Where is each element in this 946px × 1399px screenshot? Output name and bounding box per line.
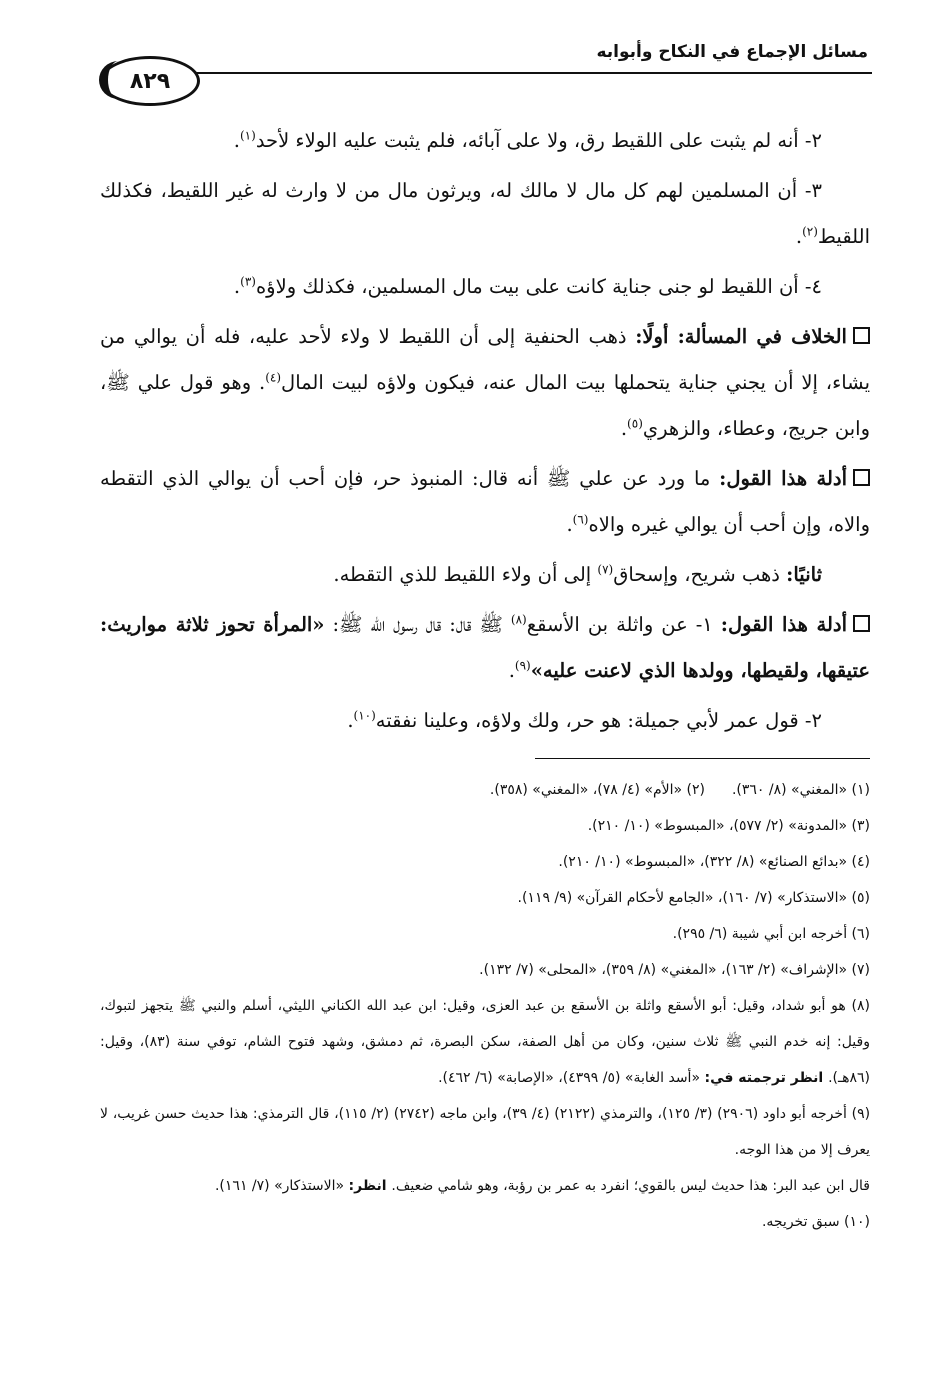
second-opinion [100,552,870,598]
footnote-5: (٥) «الاستذكار» (٧/ ١٦٠)، «الجامع لأحكام القرآن» (٩/ ١١٩). [517,890,870,906]
footnote-row-1-2 [100,772,870,808]
page-number-badge [100,56,200,106]
footnote-8-text: (٨) هو أبو شداد، وقيل: أبو الأسقع واثلة بن الأسقع بن عبد العزى، وقيل: ابن عبد الله الكناني الليثي، أسلم والنبي ﷺ يتجهز لتبوك، وقيل: إنه خدم النبي ﷺ ثلاث سنين، وكان من أهل الصفة، سكن البصرة، ثم دمشق، وشهد فتوح الشام، توفي سنة (٨٣)، وقيل: (٨٦هـ). [100,998,870,1086]
page-number: ٨٢٩ [129,68,171,94]
footnote-9-cont [100,1168,870,1204]
disagreement-heading: الخلاف في المسألة: أولًا: [635,325,847,348]
footnote-ref-10[interactable]: (١٠) [353,708,376,723]
square-bullet-icon [853,327,870,344]
evidence-text-1: ما ورد عن علي ﷺ أنه قال: المنبوذ حر، فإن أحب أن يوالي الذي التقطه والاه، وإن أحب أن يوالي غيره والاه [100,467,870,536]
paragraph-4-text: ٤- أن اللقيط لو جنى جناية كانت على بيت مال المسلمين، فكذلك ولاؤه [255,275,822,298]
main-text [100,118,870,748]
period: . [233,129,240,152]
footnote-separator [535,758,870,759]
footnote-9-cont-text: قال ابن عبد البر: هذا حديث ليس بالقوي؛ انفرد به عمر بن رؤبة، وهو شامي ضعيف. [391,1178,870,1194]
footnote-9-see: انظر: [348,1178,392,1194]
footnote-8-sources: «أسد الغابة» (٥/ ٤٣٩٩)، «الإصابة» (٦/ ٤٦٢). [438,1070,705,1086]
footnote-ref-9[interactable]: (٩) [514,658,531,673]
evidence-item-2 [100,698,870,744]
paragraph-4 [100,264,870,310]
square-bullet-icon [853,615,870,632]
evidence-text-2: ١- عن واثلة بن الأسقع [526,613,721,636]
second-opinion-text-cont: إلى أن ولاء اللقيط للذي التقطه. [333,563,598,586]
period: . [795,225,803,248]
paragraph-2 [100,118,870,164]
footnote-ref-3[interactable]: (٣) [240,274,256,289]
evidence-section-2 [100,602,870,694]
footnote-9-sources: «الاستذكار» (٧/ ١٦١). [214,1178,349,1194]
period: . [233,275,241,298]
header-rule [180,72,872,74]
footnote-7: (٧) «الإشراف» (٢/ ١٦٣)، «المغني» (٨/ ٣٥٩)، «المحلى» (٧/ ١٣٢). [479,962,870,978]
footnote-9: (٩) أخرجه أبو داود (٢٩٠٦) (٣/ ١٢٥)، والترمذي (٢١٢٢) (٤/ ٣٩)، وابن ماجه (٢٧٤٢) (٢/ ١١٥)، قال الترمذي: هذا حديث حسن غريب، لا يعرف إلا من هذا الوجه. [100,1106,871,1158]
paragraph-3-text: ٣- أن المسلمين لهم كل مال لا مالك له، ويرثون مال من لا وارث له غير اللقيط، فكذلك اللقيط [100,179,870,248]
footnote-ref-4[interactable]: (٤) [265,370,282,385]
disagreement-text: ذهب الحنفية إلى أن اللقيط لا ولاء لأحد عليه، فله أن يوالي من يشاء، إلا أن يجني جناية يتحملها بيت المال عنه، فيكون ولاؤه لبيت المال [100,325,871,394]
footnote-ref-6[interactable]: (٦) [572,512,589,527]
paragraph-3 [100,168,870,260]
evidence-item-2-text: ٢- قول عمر لأبي جميلة: هو حر، ولك ولاؤه، وعلينا نفقته [375,709,822,732]
footnotes [100,772,870,1240]
evidence-text-2-cont: ﷺ قال: قال رسول الله ﷺ: [332,613,511,636]
footnote-ref-1[interactable]: (١) [239,128,256,143]
evidence-section-1 [100,456,870,548]
period: . [620,417,628,440]
footnote-ref-2[interactable]: (٢) [802,224,818,239]
hadith-quote: «المرأة تحوز ثلاثة مواريث: عتيقها، ولقيطها، وولدها الذي لاعنت عليه» [100,613,870,682]
footnote-1: (١) «المغني» (٨/ ٣٦٠). [731,782,870,798]
period: . [347,709,354,732]
paragraph-2-text: ٢- أنه لم يثبت على اللقيط رق، ولا على آبائه، فلم يثبت عليه الولاء لأحد [255,129,822,152]
footnote-4: (٤) «بدائع الصنائع» (٨/ ٣٢٢)، «المبسوط» (١٠/ ٢١٠). [558,854,870,870]
square-bullet-icon [853,469,870,486]
footnote-2: (٢) «الأم» (٤/ ٧٨)، «المغني» (٣٥٨). [489,782,705,798]
period: . [508,659,515,682]
second-opinion-label: ثانيًا: [786,563,822,586]
disagreement-section [100,314,870,452]
evidence-heading-1: أدلة هذا القول: [719,467,847,490]
evidence-heading-2: أدلة هذا القول: [720,613,847,636]
footnote-ref-7[interactable]: (٧) [597,562,614,577]
footnote-8 [100,988,870,1096]
running-header-title: مسائل الإجماع في النكاح وأبوابه [596,42,868,62]
footnote-ref-5[interactable]: (٥) [627,416,643,431]
footnote-10: (١٠) سبق تخريجه. [761,1214,870,1230]
footnote-6: (٦) أخرجه ابن أبي شيبة (٦/ ٢٩٥). [672,926,870,942]
disagreement-text-cont: . وهو قول علي ﷺ، وابن جريج، وعطاء، والزهري [100,371,870,440]
second-opinion-text: ذهب شريح، وإسحاق [613,563,787,586]
footnote-8-see: انظر ترجمته في: [704,1070,829,1086]
footnote-3: (٣) «المدونة» (٢/ ٥٧٧)، «المبسوط» (١٠/ ٢١٠). [587,818,870,834]
period: . [566,513,573,536]
footnote-ref-8[interactable]: (٨) [510,612,527,627]
